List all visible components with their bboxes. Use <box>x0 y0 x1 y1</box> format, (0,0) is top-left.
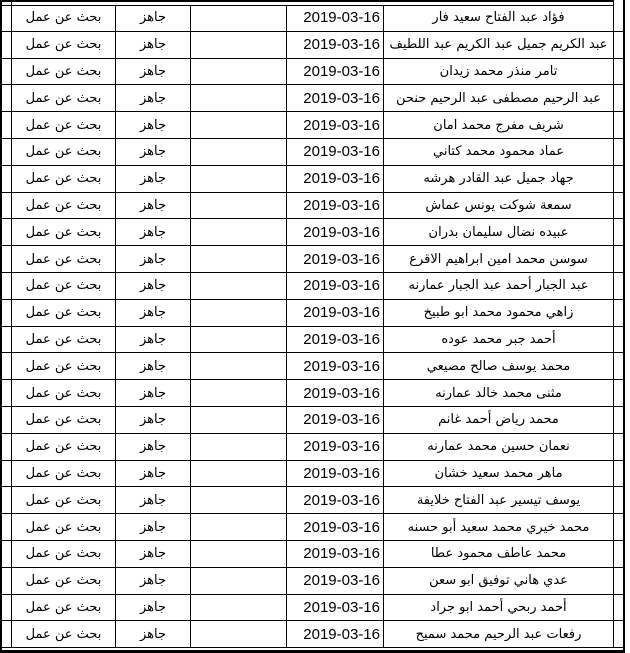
activity-cell: بحث عن عمل <box>11 380 115 406</box>
name-cell: تامر منذر محمد زيدان <box>383 59 613 85</box>
status-cell: جاهز <box>115 353 190 379</box>
row-margin-cell <box>2 32 11 58</box>
date-cell: 2019-03-16 <box>286 568 383 594</box>
row-end-cell <box>613 568 623 594</box>
activity-cell: بحث عن عمل <box>11 568 115 594</box>
row-margin-cell <box>2 353 11 379</box>
empty-cell <box>190 353 286 379</box>
table-row <box>2 165 623 192</box>
empty-cell <box>190 541 286 567</box>
row-end-cell <box>613 353 623 379</box>
row-end-cell <box>613 487 623 513</box>
date-cell: 2019-03-16 <box>286 300 383 326</box>
row-end-cell <box>613 193 623 219</box>
date-cell: 2019-03-16 <box>286 246 383 272</box>
table-row <box>2 433 623 460</box>
table-row <box>2 379 623 406</box>
activity-cell: بحث عن عمل <box>11 112 115 138</box>
row-margin-cell <box>2 166 11 192</box>
row-margin-cell <box>2 514 11 540</box>
row-end-cell <box>613 541 623 567</box>
status-cell: جاهز <box>115 568 190 594</box>
activity-cell: بحث عن عمل <box>11 300 115 326</box>
row-end-cell <box>613 595 623 621</box>
status-cell: جاهز <box>115 5 190 31</box>
table-row <box>2 5 623 31</box>
date-cell: 2019-03-16 <box>286 514 383 540</box>
status-cell: جاهز <box>115 246 190 272</box>
activity-cell: بحث عن عمل <box>11 327 115 353</box>
row-margin-cell <box>2 59 11 85</box>
name-cell: عدي هاني توفيق ابو سعن <box>383 568 613 594</box>
empty-cell <box>190 85 286 111</box>
row-margin-cell <box>2 273 11 299</box>
row-margin-cell <box>2 380 11 406</box>
empty-cell <box>190 461 286 487</box>
empty-cell <box>190 595 286 621</box>
table-row <box>2 192 623 219</box>
name-cell: محمد خيري محمد سعيد أبو حسنه <box>383 514 613 540</box>
table-row <box>2 326 623 353</box>
name-cell: شريف مفرج محمد امان <box>383 112 613 138</box>
empty-cell <box>190 112 286 138</box>
date-cell: 2019-03-16 <box>286 541 383 567</box>
empty-cell <box>190 59 286 85</box>
activity-cell: بحث عن عمل <box>11 353 115 379</box>
activity-cell: بحث عن عمل <box>11 461 115 487</box>
activity-cell: بحث عن عمل <box>11 166 115 192</box>
status-cell: جاهز <box>115 32 190 58</box>
table-row <box>2 540 623 567</box>
empty-cell <box>190 327 286 353</box>
date-cell: 2019-03-16 <box>286 139 383 165</box>
row-end-cell <box>613 300 623 326</box>
empty-cell <box>190 300 286 326</box>
status-cell: جاهز <box>115 193 190 219</box>
row-margin-cell <box>2 112 11 138</box>
date-cell: 2019-03-16 <box>286 59 383 85</box>
status-cell: جاهز <box>115 112 190 138</box>
row-end-cell <box>613 219 623 245</box>
status-cell: جاهز <box>115 434 190 460</box>
row-margin-cell <box>2 327 11 353</box>
status-cell: جاهز <box>115 514 190 540</box>
table-top-border <box>0 0 613 2</box>
table-row <box>2 486 623 513</box>
table-row <box>2 84 623 111</box>
activity-cell: بحث عن عمل <box>11 434 115 460</box>
status-cell: جاهز <box>115 541 190 567</box>
row-margin-cell <box>2 85 11 111</box>
row-end-cell <box>613 434 623 460</box>
name-cell: زاهي محمود محمد ابو طبيخ <box>383 300 613 326</box>
table-row <box>2 352 623 379</box>
name-cell: محمد رياض أحمد غانم <box>383 407 613 433</box>
date-cell: 2019-03-16 <box>286 595 383 621</box>
row-end-cell <box>613 621 623 647</box>
date-cell: 2019-03-16 <box>286 327 383 353</box>
row-margin-cell <box>2 434 11 460</box>
activity-cell: بحث عن عمل <box>11 621 115 647</box>
date-cell: 2019-03-16 <box>286 434 383 460</box>
name-cell: سوسن محمد امين ابراهيم الاقرع <box>383 246 613 272</box>
activity-cell: بحث عن عمل <box>11 514 115 540</box>
row-end-cell <box>613 327 623 353</box>
table-row <box>2 513 623 540</box>
date-cell: 2019-03-16 <box>286 32 383 58</box>
row-end-cell <box>613 407 623 433</box>
empty-cell <box>190 407 286 433</box>
empty-cell <box>190 32 286 58</box>
empty-cell <box>190 273 286 299</box>
name-cell: مثنى محمد خالد عمارنه <box>383 380 613 406</box>
status-cell: جاهز <box>115 85 190 111</box>
row-end-cell <box>613 32 623 58</box>
status-cell: جاهز <box>115 139 190 165</box>
activity-cell: بحث عن عمل <box>11 246 115 272</box>
table-row <box>2 460 623 487</box>
status-cell: جاهز <box>115 461 190 487</box>
row-margin-cell <box>2 568 11 594</box>
status-cell: جاهز <box>115 380 190 406</box>
activity-cell: بحث عن عمل <box>11 85 115 111</box>
table-row <box>2 299 623 326</box>
activity-cell: بحث عن عمل <box>11 487 115 513</box>
row-end-cell <box>613 273 623 299</box>
date-cell: 2019-03-16 <box>286 166 383 192</box>
row-end-cell <box>613 461 623 487</box>
table-row <box>2 620 623 648</box>
row-margin-cell <box>2 461 11 487</box>
empty-cell <box>190 5 286 31</box>
table-row <box>2 31 623 58</box>
activity-cell: بحث عن عمل <box>11 407 115 433</box>
status-cell: جاهز <box>115 487 190 513</box>
name-cell: عبد الجبار أحمد عبد الجبار عمارنه <box>383 273 613 299</box>
name-cell: محمد يوسف صالح مصيعي <box>383 353 613 379</box>
activity-cell: بحث عن عمل <box>11 595 115 621</box>
status-cell: جاهز <box>115 59 190 85</box>
row-end-cell <box>613 5 623 31</box>
name-cell: عبيده نضال سليمان بدران <box>383 219 613 245</box>
name-cell: عبد الرحيم مصطفى عبد الرحيم حنحن <box>383 85 613 111</box>
date-cell: 2019-03-16 <box>286 193 383 219</box>
empty-cell <box>190 487 286 513</box>
status-cell: جاهز <box>115 273 190 299</box>
date-cell: 2019-03-16 <box>286 219 383 245</box>
activity-cell: بحث عن عمل <box>11 273 115 299</box>
table-row <box>2 406 623 433</box>
row-end-cell <box>613 59 623 85</box>
status-cell: جاهز <box>115 621 190 647</box>
activity-cell: بحث عن عمل <box>11 193 115 219</box>
row-margin-cell <box>2 407 11 433</box>
name-cell: عماد محمود محمد كتاني <box>383 139 613 165</box>
status-cell: جاهز <box>115 300 190 326</box>
date-cell: 2019-03-16 <box>286 5 383 31</box>
date-cell: 2019-03-16 <box>286 85 383 111</box>
date-cell: 2019-03-16 <box>286 353 383 379</box>
status-cell: جاهز <box>115 595 190 621</box>
row-end-cell <box>613 139 623 165</box>
row-margin-cell <box>2 246 11 272</box>
row-end-cell <box>613 246 623 272</box>
date-cell: 2019-03-16 <box>286 380 383 406</box>
name-cell: أحمد جبر محمد عوده <box>383 327 613 353</box>
date-cell: 2019-03-16 <box>286 112 383 138</box>
name-cell: نعمان حسين محمد عمارنه <box>383 434 613 460</box>
activity-cell: بحث عن عمل <box>11 32 115 58</box>
row-margin-cell <box>2 5 11 31</box>
activity-cell: بحث عن عمل <box>11 139 115 165</box>
table-row <box>2 567 623 594</box>
date-cell: 2019-03-16 <box>286 487 383 513</box>
row-end-cell <box>613 380 623 406</box>
row-margin-cell <box>2 595 11 621</box>
activity-cell: بحث عن عمل <box>11 541 115 567</box>
date-cell: 2019-03-16 <box>286 621 383 647</box>
row-margin-cell <box>2 139 11 165</box>
row-end-cell <box>613 85 623 111</box>
empty-cell <box>190 568 286 594</box>
name-cell: فؤاد عبد الفتاح سعيد فار <box>383 5 613 31</box>
name-cell: سمعة شوكت يونس عماش <box>383 193 613 219</box>
activity-cell: بحث عن عمل <box>11 5 115 31</box>
empty-cell <box>190 219 286 245</box>
name-cell: يوسف تيسير عبد الفتاح خلايفة <box>383 487 613 513</box>
date-cell: 2019-03-16 <box>286 461 383 487</box>
name-cell: رفعات عبد الرحيم محمد سميح <box>383 621 613 647</box>
table-row <box>2 111 623 138</box>
row-margin-cell <box>2 300 11 326</box>
records-table <box>2 5 623 648</box>
table-row <box>2 245 623 272</box>
table-row <box>2 272 623 299</box>
status-cell: جاهز <box>115 166 190 192</box>
activity-cell: بحث عن عمل <box>11 219 115 245</box>
table-row <box>2 58 623 85</box>
empty-cell <box>190 380 286 406</box>
row-margin-cell <box>2 219 11 245</box>
empty-cell <box>190 193 286 219</box>
table-row <box>2 138 623 165</box>
row-margin-cell <box>2 193 11 219</box>
empty-cell <box>190 434 286 460</box>
name-cell: محمد عاطف محمود عطا <box>383 541 613 567</box>
row-margin-cell <box>2 621 11 647</box>
row-end-cell <box>613 514 623 540</box>
name-cell: ماهر محمد سعيد خشان <box>383 461 613 487</box>
empty-cell <box>190 514 286 540</box>
row-end-cell <box>613 166 623 192</box>
empty-cell <box>190 621 286 647</box>
table-row <box>2 218 623 245</box>
name-cell: أحمد ربحي أحمد ابو جراد <box>383 595 613 621</box>
row-margin-cell <box>2 541 11 567</box>
date-cell: 2019-03-16 <box>286 407 383 433</box>
name-cell: عبد الكريم جميل عبد الكريم عبد اللطيف <box>383 32 613 58</box>
row-end-cell <box>613 112 623 138</box>
empty-cell <box>190 139 286 165</box>
row-margin-cell <box>2 487 11 513</box>
table-row <box>2 594 623 621</box>
table-right-border <box>623 0 625 650</box>
status-cell: جاهز <box>115 219 190 245</box>
empty-cell <box>190 246 286 272</box>
empty-cell <box>190 166 286 192</box>
status-cell: جاهز <box>115 407 190 433</box>
date-cell: 2019-03-16 <box>286 273 383 299</box>
name-cell: جهاد جميل عبد القادر هرشه <box>383 166 613 192</box>
activity-cell: بحث عن عمل <box>11 59 115 85</box>
status-cell: جاهز <box>115 327 190 353</box>
